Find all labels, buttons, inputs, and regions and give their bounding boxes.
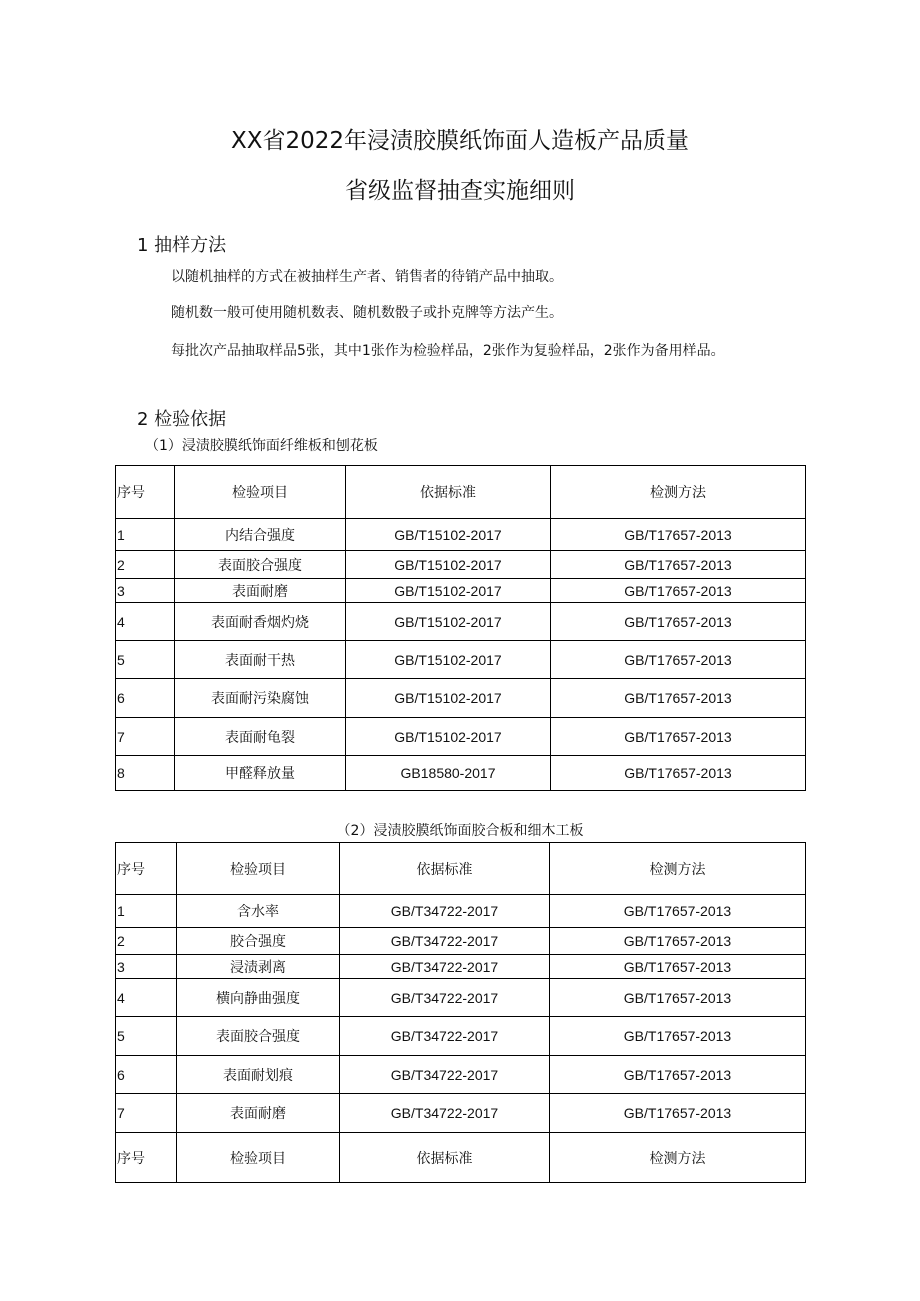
cell-item: 表面耐磨 bbox=[175, 579, 346, 603]
header-cell: 序号 bbox=[116, 843, 177, 895]
section-heading-basis: 2 检验依据 bbox=[137, 409, 227, 430]
header-cell: 检测方法 bbox=[550, 843, 806, 895]
cell-standard: GB/T15102-2017 bbox=[346, 718, 551, 756]
cell-index: 6 bbox=[116, 679, 175, 718]
table-row bbox=[116, 603, 806, 641]
table-row bbox=[116, 579, 806, 603]
section-heading-sampling: 1 抽样方法 bbox=[137, 235, 227, 256]
cell-standard: GB/T15102-2017 bbox=[346, 641, 551, 679]
cell-index: 2 bbox=[116, 551, 175, 579]
cell-method: GB/T17657-2013 bbox=[550, 1056, 806, 1094]
cell-index: 1 bbox=[116, 519, 175, 551]
table-header-row bbox=[116, 466, 806, 519]
table-row bbox=[116, 1094, 806, 1133]
table2-caption: （2）浸渍胶膜纸饰面胶合板和细木工板 bbox=[336, 823, 584, 839]
cell-standard: GB/T34722-2017 bbox=[340, 979, 550, 1017]
cell-method: GB/T17657-2013 bbox=[551, 551, 806, 579]
cell-standard: GB/T34722-2017 bbox=[340, 895, 550, 928]
table-row bbox=[116, 895, 806, 928]
cell-standard: GB/T34722-2017 bbox=[340, 928, 550, 955]
cell-method: GB/T17657-2013 bbox=[550, 928, 806, 955]
cell-index: 8 bbox=[116, 756, 175, 791]
cell-method: GB/T17657-2013 bbox=[551, 519, 806, 551]
table2 bbox=[115, 842, 806, 1183]
cell-standard: GB/T15102-2017 bbox=[346, 679, 551, 718]
cell-standard: GB/T34722-2017 bbox=[340, 1094, 550, 1133]
table-row bbox=[116, 979, 806, 1017]
cell-standard: GB/T15102-2017 bbox=[346, 603, 551, 641]
cell-method: GB/T17657-2013 bbox=[551, 579, 806, 603]
table-row bbox=[116, 955, 806, 979]
header-cell: 检验项目 bbox=[175, 466, 346, 519]
cell-method: GB/T17657-2013 bbox=[550, 895, 806, 928]
table-row bbox=[116, 1017, 806, 1056]
header-cell: 检验项目 bbox=[177, 1133, 340, 1183]
cell-item: 表面耐龟裂 bbox=[175, 718, 346, 756]
cell-standard: GB/T15102-2017 bbox=[346, 551, 551, 579]
cell-method: GB/T17657-2013 bbox=[551, 718, 806, 756]
cell-index: 4 bbox=[116, 603, 175, 641]
paragraph: 以随机抽样的方式在被抽样生产者、销售者的待销产品中抽取。 bbox=[171, 269, 563, 285]
page-title: XX省2022年浸渍胶膜纸饰面人造板产品质量 bbox=[230, 128, 690, 154]
cell-method: GB/T17657-2013 bbox=[551, 641, 806, 679]
header-cell: 检测方法 bbox=[551, 466, 806, 519]
cell-item: 表面耐香烟灼烧 bbox=[175, 603, 346, 641]
cell-item: 横向静曲强度 bbox=[177, 979, 340, 1017]
table-row bbox=[116, 756, 806, 791]
cell-standard: GB/T34722-2017 bbox=[340, 1017, 550, 1056]
table1-caption: （1）浸渍胶膜纸饰面纤维板和刨花板 bbox=[145, 438, 378, 454]
cell-index: 1 bbox=[116, 895, 177, 928]
table-row bbox=[116, 519, 806, 551]
cell-method: GB/T17657-2013 bbox=[550, 1094, 806, 1133]
cell-item: 胶合强度 bbox=[177, 928, 340, 955]
cell-index: 4 bbox=[116, 979, 177, 1017]
header-cell: 依据标准 bbox=[346, 466, 551, 519]
cell-standard: GB/T15102-2017 bbox=[346, 519, 551, 551]
table-row bbox=[116, 718, 806, 756]
cell-standard: GB18580-2017 bbox=[346, 756, 551, 791]
cell-method: GB/T17657-2013 bbox=[551, 756, 806, 791]
cell-method: GB/T17657-2013 bbox=[551, 603, 806, 641]
table-row bbox=[116, 928, 806, 955]
header-cell: 依据标准 bbox=[340, 843, 550, 895]
cell-index: 5 bbox=[116, 1017, 177, 1056]
cell-item: 表面耐磨 bbox=[177, 1094, 340, 1133]
cell-item: 表面胶合强度 bbox=[175, 551, 346, 579]
header-cell: 序号 bbox=[116, 466, 175, 519]
cell-item: 甲醛释放量 bbox=[175, 756, 346, 791]
table-header-row bbox=[116, 843, 806, 895]
table-row bbox=[116, 679, 806, 718]
cell-standard: GB/T15102-2017 bbox=[346, 579, 551, 603]
cell-index: 3 bbox=[116, 579, 175, 603]
table-header-row-repeat bbox=[116, 1133, 806, 1183]
paragraph: 每批次产品抽取样品5张，其中1张作为检验样品，2张作为复验样品，2张作为备用样品。 bbox=[171, 343, 725, 359]
paragraph: 随机数一般可使用随机数表、随机数骰子或扑克牌等方法产生。 bbox=[171, 305, 563, 321]
header-cell: 检测方法 bbox=[550, 1133, 806, 1183]
cell-index: 7 bbox=[116, 1094, 177, 1133]
cell-item: 内结合强度 bbox=[175, 519, 346, 551]
cell-index: 7 bbox=[116, 718, 175, 756]
header-cell: 检验项目 bbox=[177, 843, 340, 895]
table-row bbox=[116, 641, 806, 679]
page-subtitle: 省级监督抽查实施细则 bbox=[345, 178, 575, 204]
cell-item: 浸渍剥离 bbox=[177, 955, 340, 979]
cell-standard: GB/T34722-2017 bbox=[340, 1056, 550, 1094]
table-row bbox=[116, 551, 806, 579]
cell-index: 5 bbox=[116, 641, 175, 679]
header-cell: 序号 bbox=[116, 1133, 177, 1183]
cell-item: 表面耐干热 bbox=[175, 641, 346, 679]
table1 bbox=[115, 465, 806, 791]
cell-index: 3 bbox=[116, 955, 177, 979]
cell-item: 表面耐划痕 bbox=[177, 1056, 340, 1094]
cell-method: GB/T17657-2013 bbox=[550, 1017, 806, 1056]
cell-index: 2 bbox=[116, 928, 177, 955]
cell-standard: GB/T34722-2017 bbox=[340, 955, 550, 979]
cell-method: GB/T17657-2013 bbox=[550, 955, 806, 979]
cell-item: 表面耐污染腐蚀 bbox=[175, 679, 346, 718]
cell-item: 含水率 bbox=[177, 895, 340, 928]
cell-method: GB/T17657-2013 bbox=[551, 679, 806, 718]
cell-item: 表面胶合强度 bbox=[177, 1017, 340, 1056]
cell-method: GB/T17657-2013 bbox=[550, 979, 806, 1017]
table-row bbox=[116, 1056, 806, 1094]
cell-index: 6 bbox=[116, 1056, 177, 1094]
header-cell: 依据标准 bbox=[340, 1133, 550, 1183]
